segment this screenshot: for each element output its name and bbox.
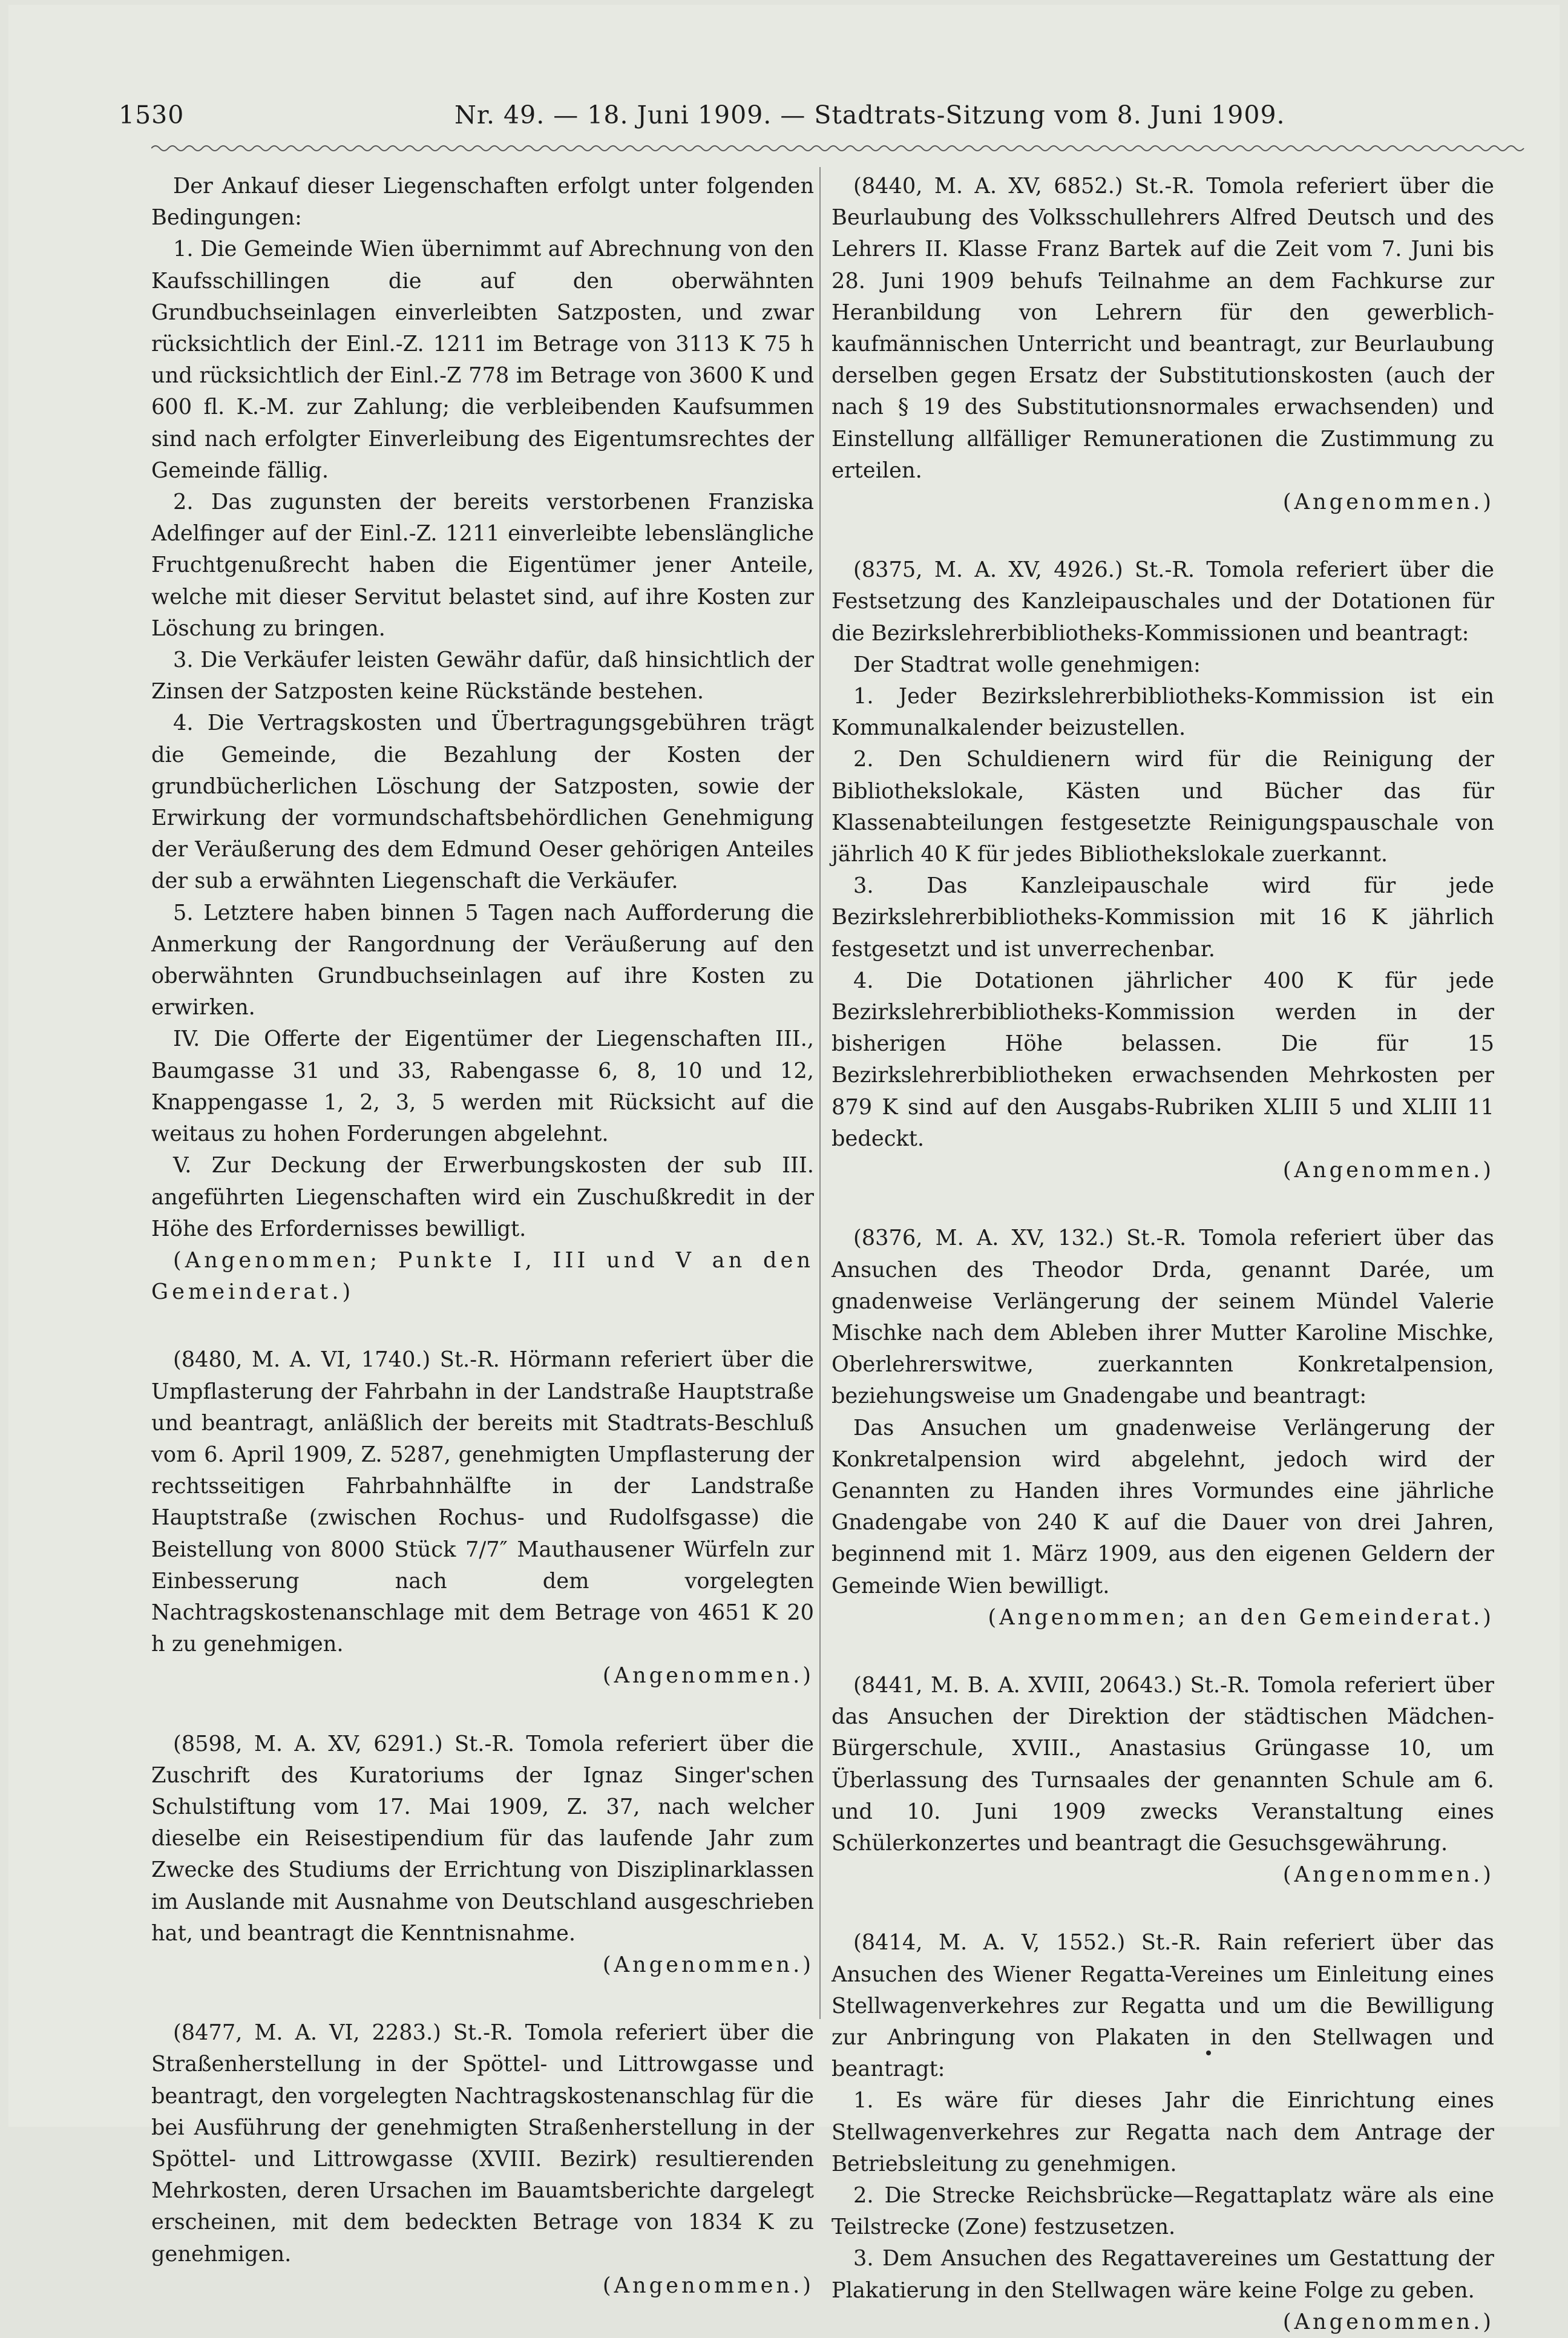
paragraph-iv: IV. Die Offerte der Eigentümer der Liegenschaften III., Baumgasse 31 und 33, Rabengasse 6, 8, 10 und 12, Knappengasse 1, 2, 3, 5 werden mit Rücksicht auf die weitaus zu hohen Forderungen abgelehnt. bbox=[151, 1026, 814, 1147]
motion-4: 4. Die Dotationen jährlicher 400 K für jede Bezirkslehrerbibliotheks-Kommission werden in der bisherigen Höhe belassen. Die für 15 Bezirkslehrerbibliotheken erwachsenden Mehrkosten per 879 K sind auf den Ausgabs-Rubriken XLIII 5 und XLIII 11 bedeckt. bbox=[832, 968, 1494, 1151]
right-column bbox=[832, 171, 1494, 2338]
regatta-3: 3. Dem Ansuchen des Regattavereines um Gestattung der Plakatierung in den Stellwagen wäre keine Folge zu geben. bbox=[832, 2246, 1494, 2303]
item-8440: (8440, M. A. XV, 6852.) St.-R. Tomola referiert über die Beurlaubung des Volksschullehrers Alfred Deutsch und des Lehrers II. Klasse Franz Bartek auf die Zeit vom 7. Juni bis 28. Juni 1909 behufs Teilnahme an dem Fachkurse zur Heranbildung von Lehrern für den gewerblich-kaufmännischen Unterricht und beantragt, zur Beurlaubung derselben gegen Ersatz der Substitutionskosten (auch der nach § 19 des Substitutionsnormales erwachsenden) und Einstellung allfälliger Remunerationen die Zustimmung zu erteilen. bbox=[832, 174, 1494, 483]
decision-accepted: (Angenommen.) bbox=[1282, 1158, 1494, 1183]
page bbox=[8, 5, 1560, 2334]
decision-accepted-gemeinderat: (Angenommen; an den Gemeinderat.) bbox=[988, 1604, 1494, 1630]
motion-1: 1. Jeder Bezirkslehrerbibliotheks-Kommission ist ein Kommunalkalender beizustellen. bbox=[832, 684, 1494, 741]
condition-2: 2. Das zugunsten der bereits verstorbenen Franziska Adelfinger auf der Einl.-Z. 1211 einverleibte lebenslängliche Fruchtgenußrecht haben die Eigentümer jener Anteile, welche mit dieser Servitut belastet sind, auf ihre Kosten zur Löschung zu bringen. bbox=[151, 490, 814, 641]
item-8414: (8414, M. A. V, 1552.) St.-R. Rain referiert über das Ansuchen des Wiener Regatta-Vereines um Einleitung eines Stellwagenverkehres zur Regatta und um die Bewilligung zur Anbringung von Plakaten in den Stellwagen und beantragt: bbox=[832, 1930, 1494, 2082]
decision-accepted: (Angenommen.) bbox=[602, 1663, 814, 1689]
page-number: 1530 bbox=[119, 100, 185, 130]
item-8598: (8598, M. A. XV, 6291.) St.-R. Tomola referiert über die Zuschrift des Kuratoriums der Ignaz Singer'schen Schulstiftung vom 17. Mai 1909, Z. 37, nach welcher dieselbe ein Reisestipendium für das laufende Jahr zum Zwecke des Studiums der Errichtung von Disziplinarklassen im Auslande mit Ausnahme von Deutschland ausgeschrieben hat, und beantragt die Kenntnisnahme. bbox=[151, 1731, 814, 1946]
page-header bbox=[119, 100, 1529, 137]
regatta-2: 2. Die Strecke Reichsbrücke—Regattaplatz wäre als eine Teilstrecke (Zone) festzusetzen. bbox=[832, 2182, 1494, 2240]
wavy-rule bbox=[151, 142, 1529, 155]
regatta-1: 1. Es wäre für dieses Jahr die Einrichtung eines Stellwagenverkehres zur Regatta nach dem Antrage der Betriebsleitung zu genehmigen. bbox=[832, 2088, 1494, 2176]
decision-accepted: (Angenommen.) bbox=[602, 1952, 814, 1977]
condition-4: 4. Die Vertragskosten und Übertragungsgebühren trägt die Gemeinde, die Bezahlung der Kosten der grundbücherlichen Löschung der Satzposten, sowie der Erwirkung der vormundschaftsbehördlichen Genehmigung der Veräußerung des dem Edmund Oeser gehörigen Anteiles der sub a erwähnten Liegenschaft die Verkäufer. bbox=[151, 711, 814, 894]
decision-accepted: (Angenommen.) bbox=[1282, 1862, 1494, 1888]
motion-intro: Der Stadtrat wolle genehmigen: bbox=[853, 652, 1201, 677]
condition-3: 3. Die Verkäufer leisten Gewähr dafür, daß hinsichtlich der Zinsen der Satzposten keine Rückstände bestehen. bbox=[151, 648, 814, 704]
left-column bbox=[151, 171, 814, 2302]
item-8376-decision: Das Ansuchen um gnadenweise Verlängerung der Konkretalpension wird abgelehnt, jedoch wird der Genannten zu Handen ihres Vormundes eine jährliche Gnadengabe von 240 K auf die Dauer von drei Jahren, beginnend mit 1. März 1909, aus den eigenen Geldern der Gemeinde Wien bewilligt. bbox=[832, 1415, 1494, 1598]
paragraph-v: V. Zur Deckung der Erwerbungskosten der sub III. angeführten Liegenschaften wird ein Zuschußkredit in der Höhe des Erfordernisses bewilligt. bbox=[151, 1153, 814, 1241]
motion-2: 2. Den Schuldienern wird für die Reinigung der Bibliothekslokale, Kästen und Bücher das für Klassenabteilungen festgesetzte Reinigungspauschale von jährlich 40 K für jedes Bibliothekslokale zuerkannt. bbox=[832, 747, 1494, 867]
column-divider bbox=[819, 167, 821, 2019]
item-8375: (8375, M. A. XV, 4926.) St.-R. Tomola referiert über die Festsetzung des Kanzleipauschales und der Dotationen für die Bezirkslehrerbibliotheks-Kommissionen und beantragt: bbox=[832, 557, 1494, 646]
decision-accepted: (Angenommen.) bbox=[602, 2273, 814, 2298]
item-8441: (8441, M. B. A. XVIII, 20643.) St.-R. Tomola referiert über das Ansuchen der Direktion der städtischen Mädchen-Bürgerschule, XVIII., Anastasius Grüngasse 10, um Überlassung des Turnsaales der genannten Schule am 6. und 10. Juni 1909 zwecks Veranstaltung eines Schülerkonzertes und beantragt die Gesuchsgewährung. bbox=[832, 1672, 1494, 1856]
motion-3: 3. Das Kanzleipauschale wird für jede Bezirkslehrerbibliotheks-Kommission mit 16 K jährlich festgesetzt und ist unverrechenbar. bbox=[832, 873, 1494, 962]
decision-accepted: (Angenommen.) bbox=[1282, 490, 1494, 515]
paragraph-intro: Der Ankauf dieser Liegenschaften erfolgt unter folgenden Bedingungen: bbox=[151, 174, 814, 231]
decision-note: (Angenommen; Punkte I, III und V an den Gemeinderat.) bbox=[151, 1247, 814, 1305]
item-8376: (8376, M. A. XV, 132.) St.-R. Tomola referiert über das Ansuchen des Theodor Drda, genannt Darée, um gnadenweise Verlängerung der seinem Mündel Valerie Mischke nach dem Ableben ihrer Mutter Karoline Mischke, Oberlehrerswitwe, zuerkannten Konkretalpension, beziehungsweise um Gnadengabe und beantragt: bbox=[832, 1226, 1494, 1409]
item-8477: (8477, M. A. VI, 2283.) St.-R. Tomola referiert über die Straßenherstellung in der Spöttel- und Littrowgasse und beantragt, den vorgelegten Nachtragskostenanschlag für die bei Ausführung der genehmigten Straßenherstellung in der Spöttel- und Littrowgasse (XVIII. Bezirk) resultierenden Mehrkosten, deren Ursachen im Bauamtsberichte dargelegt erscheinen, mit dem bedeckten Betrage von 1834 K zu genehmigen. bbox=[151, 2020, 814, 2267]
ink-dot bbox=[1206, 2051, 1211, 2055]
condition-5: 5. Letztere haben binnen 5 Tagen nach Aufforderung die Anmerkung der Rangordnung der Veräußerung auf den oberwähnten Grundbuchseinlagen auf ihre Kosten zu erwirken. bbox=[151, 900, 814, 1020]
decision-accepted: (Angenommen.) bbox=[1282, 2309, 1494, 2334]
item-8480: (8480, M. A. VI, 1740.) St.-R. Hörmann referiert über die Umpflasterung der Fahrbahn in der Landstraße Hauptstraße und beantragt, anläßlich der bereits mit Stadtrats-Beschluß vom 6. April 1909, Z. 5287, genehmigten Umpflasterung der rechtsseitigen Fahrbahnhälfte in der Landstraße Hauptstraße (zwischen Rochus- und Rudolfsgasse) die Beistellung von 8000 Stück 7/7″ Mauthausener Würfeln zur Einbesserung nach dem vorgelegten Nachtragskostenanschlage mit dem Betrage von 4651 K 20 h zu genehmigen. bbox=[151, 1347, 814, 1657]
condition-1: 1. Die Gemeinde Wien übernimmt auf Abrechnung von den Kaufsschillingen die auf den oberwähnten Grundbuchseinlagen einverleibten Satzposten, und zwar rücksichtlich der Einl.-Z. 1211 im Betrage von 3113 K 75 h und rücksichtlich der Einl.-Z 778 im Betrage von 3600 K und 600 fl. K.-M. zur Zahlung; die verbleibenden Kaufsummen sind nach erfolgter Einverleibung des Eigentumsrechtes der Gemeinde fällig. bbox=[151, 237, 814, 483]
page-title: Nr. 49. — 18. Juni 1909. — Stadtrats-Sitzung vom 8. Juni 1909. bbox=[454, 100, 1285, 130]
